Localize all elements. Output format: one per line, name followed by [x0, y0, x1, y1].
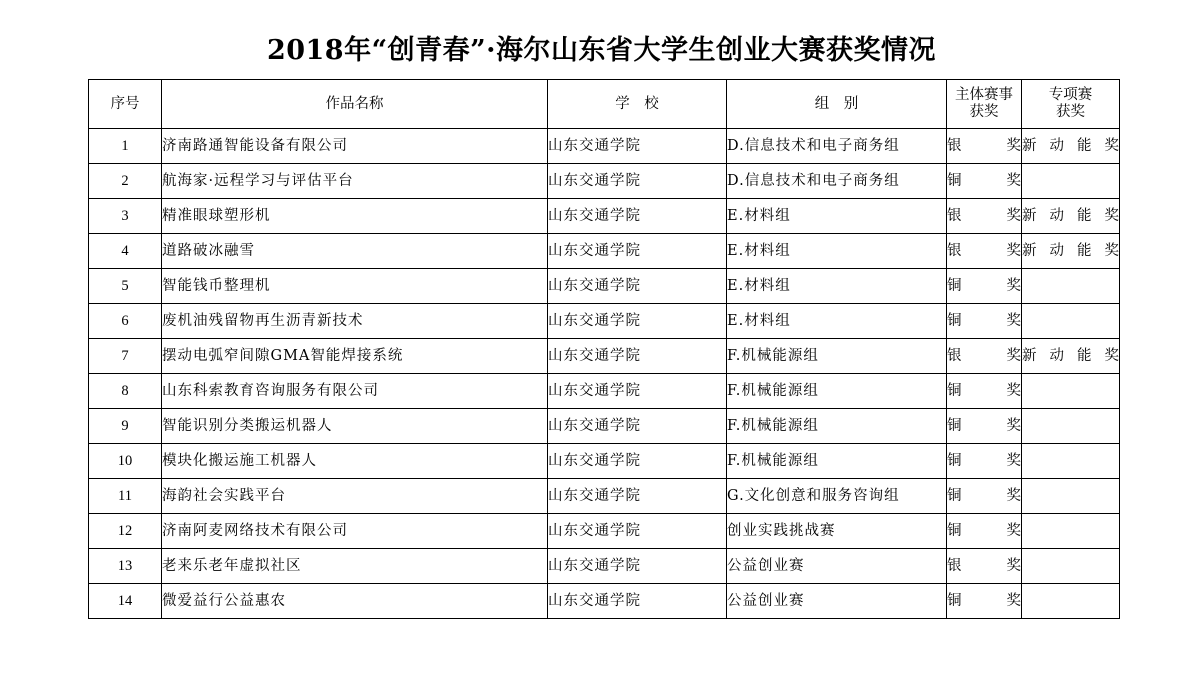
cell-project-name: 废机油残留物再生沥青新技术: [162, 304, 548, 339]
header-special-award-line1: 专项赛: [1048, 87, 1093, 104]
cell-project-name: 微爱益行公益惠农: [162, 584, 548, 619]
cell-project-name: 老来乐老年虚拟社区: [162, 549, 548, 584]
table-row: [89, 444, 1120, 479]
cell-school: 山东交通学院: [548, 234, 727, 269]
cell-group: F.机械能源组: [727, 444, 947, 479]
cell-index: 9: [89, 409, 162, 444]
awards-table: [88, 79, 1120, 619]
cell-school: 山东交通学院: [548, 444, 727, 479]
cell-group: D.信息技术和电子商务组: [727, 129, 947, 164]
table-row: [89, 514, 1120, 549]
cell-special-award: [1022, 479, 1120, 514]
cell-main-award: 铜 奖: [947, 374, 1022, 409]
cell-special-award: [1022, 164, 1120, 199]
cell-school: 山东交通学院: [548, 374, 727, 409]
cell-school: 山东交通学院: [548, 514, 727, 549]
cell-index: 2: [89, 164, 162, 199]
cell-special-award: [1022, 304, 1120, 339]
cell-school: 山东交通学院: [548, 339, 727, 374]
table-body: [89, 129, 1120, 619]
cell-group: E.材料组: [727, 269, 947, 304]
header-special-award-line2: 获奖: [1056, 104, 1085, 120]
cell-group: F.机械能源组: [727, 374, 947, 409]
cell-group: E.材料组: [727, 234, 947, 269]
cell-school: 山东交通学院: [548, 269, 727, 304]
cell-main-award: 铜 奖: [947, 584, 1022, 619]
cell-main-award: 银 奖: [947, 339, 1022, 374]
cell-main-award: 铜 奖: [947, 164, 1022, 199]
cell-project-name: 济南路通智能设备有限公司: [162, 129, 548, 164]
cell-index: 6: [89, 304, 162, 339]
header-project: 作品名称: [162, 80, 548, 129]
cell-index: 8: [89, 374, 162, 409]
cell-index: 10: [89, 444, 162, 479]
cell-index: 4: [89, 234, 162, 269]
cell-group: D.信息技术和电子商务组: [727, 164, 947, 199]
cell-school: 山东交通学院: [548, 164, 727, 199]
cell-group: E.材料组: [727, 199, 947, 234]
cell-special-award: 新动能奖: [1022, 199, 1120, 234]
header-main-award-line1: 主体赛事: [955, 87, 1013, 104]
table-row: [89, 304, 1120, 339]
cell-project-name: 海韵社会实践平台: [162, 479, 548, 514]
table-row: [89, 234, 1120, 269]
cell-main-award: 银 奖: [947, 129, 1022, 164]
cell-special-award: [1022, 514, 1120, 549]
cell-index: 3: [89, 199, 162, 234]
cell-main-award: 铜 奖: [947, 304, 1022, 339]
cell-special-award: 新动能奖: [1022, 339, 1120, 374]
header-row: [89, 80, 1120, 129]
cell-special-award: 新动能奖: [1022, 234, 1120, 269]
cell-school: 山东交通学院: [548, 199, 727, 234]
cell-index: 1: [89, 129, 162, 164]
table-row: [89, 164, 1120, 199]
table-row: [89, 269, 1120, 304]
cell-project-name: 智能钱币整理机: [162, 269, 548, 304]
cell-special-award: [1022, 444, 1120, 479]
cell-main-award: 银 奖: [947, 234, 1022, 269]
cell-index: 14: [89, 584, 162, 619]
cell-school: 山东交通学院: [548, 549, 727, 584]
table-row: [89, 339, 1120, 374]
cell-main-award: 铜 奖: [947, 514, 1022, 549]
cell-main-award: 银 奖: [947, 549, 1022, 584]
cell-special-award: [1022, 374, 1120, 409]
cell-school: 山东交通学院: [548, 409, 727, 444]
cell-project-name: 道路破冰融雪: [162, 234, 548, 269]
cell-project-name: 智能识别分类搬运机器人: [162, 409, 548, 444]
cell-main-award: 铜 奖: [947, 444, 1022, 479]
header-group: 组 别: [727, 80, 947, 129]
table-row: [89, 479, 1120, 514]
cell-index: 11: [89, 479, 162, 514]
cell-project-name: 模块化搬运施工机器人: [162, 444, 548, 479]
header-school: 学 校: [548, 80, 727, 129]
header-main-award: [947, 80, 1022, 129]
cell-school: 山东交通学院: [548, 479, 727, 514]
table-row: [89, 549, 1120, 584]
table-row: [89, 409, 1120, 444]
cell-main-award: 铜 奖: [947, 269, 1022, 304]
cell-group: 公益创业赛: [727, 584, 947, 619]
cell-main-award: 铜 奖: [947, 409, 1022, 444]
cell-main-award: 银 奖: [947, 199, 1022, 234]
cell-index: 13: [89, 549, 162, 584]
cell-school: 山东交通学院: [548, 584, 727, 619]
cell-group: F.机械能源组: [727, 409, 947, 444]
cell-main-award: 铜 奖: [947, 479, 1022, 514]
cell-index: 12: [89, 514, 162, 549]
cell-project-name: 精准眼球塑形机: [162, 199, 548, 234]
header-index: 序号: [89, 80, 162, 129]
cell-group: G.文化创意和服务咨询组: [727, 479, 947, 514]
cell-project-name: 航海家·远程学习与评估平台: [162, 164, 548, 199]
cell-index: 7: [89, 339, 162, 374]
header-main-award-line2: 获奖: [969, 104, 999, 120]
page-title: 2018年“创青春”·海尔山东省大学生创业大赛获奖情况: [266, 35, 937, 66]
table-row: [89, 584, 1120, 619]
cell-group: F.机械能源组: [727, 339, 947, 374]
cell-school: 山东交通学院: [548, 304, 727, 339]
cell-special-award: [1022, 269, 1120, 304]
cell-project-name: 济南阿麦网络技术有限公司: [162, 514, 548, 549]
cell-special-award: [1022, 584, 1120, 619]
cell-group: 创业实践挑战赛: [727, 514, 947, 549]
cell-project-name: 山东科索教育咨询服务有限公司: [162, 374, 548, 409]
cell-special-award: [1022, 409, 1120, 444]
cell-school: 山东交通学院: [548, 129, 727, 164]
cell-special-award: 新动能奖: [1022, 129, 1120, 164]
table-row: [89, 129, 1120, 164]
table-row: [89, 374, 1120, 409]
cell-special-award: [1022, 549, 1120, 584]
cell-index: 5: [89, 269, 162, 304]
cell-project-name: 摆动电弧窄间隙GMA智能焊接系统: [162, 339, 548, 374]
cell-group: 公益创业赛: [727, 549, 947, 584]
cell-group: E.材料组: [727, 304, 947, 339]
table-row: [89, 199, 1120, 234]
header-special-award: [1022, 80, 1120, 129]
